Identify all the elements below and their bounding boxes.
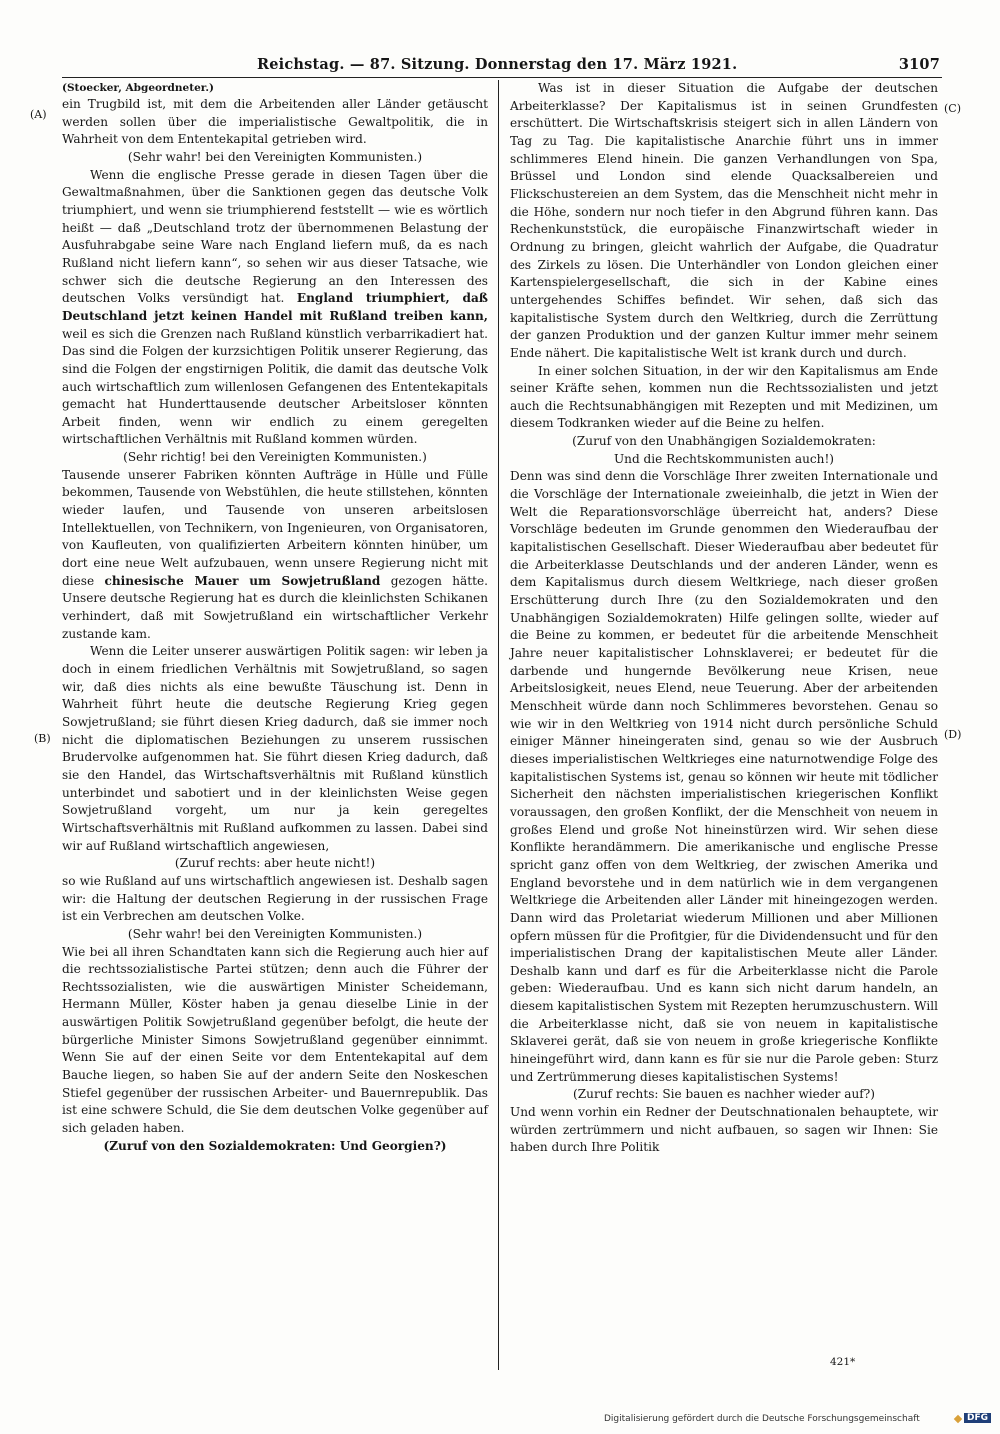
paragraph: Wenn die englische Presse gerade in diesen Tagen über die Gewaltmaßnahmen, über die Sanktionen gegen das deutsche Volk triumphiert, und wenn sie triumphierend feststellt — wie es wörtlich heißt — daß „Deutschland trotz der übernommenen Belastung der Ausfuhrabgabe seine Ware nach England liefern muß, da es nach Rußland nicht liefern kann“, so sehen wir aus dieser Tatsache, wie schwer sich die deutsche Regierung an den Interessen des deutschen Volks versündigt hat. England triumphiert, daß Deutschland jetzt keinen Handel mit Rußland treiben kann, weil es sich die Grenzen nach Rußland künstlich verbarrikadiert hat. Das sind die Folgen der kurzsichtigen Politik unserer Regierung, das sind die Folgen der engstirnigen Politik, die damit das deutsche Volk auch wirtschaftlich zum willenlosen Gefangenen des Ententekapitals gemacht hat Hunderttausende deutscher Arbeitsloser könnten Arbeit finden, wenn wir endlich zu einem geregelten wirtschaftlichen Verhältnis mit Rußland kommen würden.: [62, 167, 488, 447]
right-column: [510, 80, 938, 1157]
digitization-credit: Digitalisierung gefördert durch die Deutsche Forschungsgemeinschaft: [604, 1414, 920, 1424]
column-divider: [498, 80, 499, 1370]
emphasis: England triumphiert, daß Deutschland jetzt keinen Handel mit Rußland treiben kann,: [62, 291, 488, 323]
paragraph: Denn was sind denn die Vorschläge Ihrer zweiten Internationale und die Vorschläge der Internationale zweieinhalb, die jetzt in Wien der Welt die Reparationsvorschläge überreicht hat, anders? Diese Vorschläge bedeuten im Grunde genommen den Wiederaufbau der kapitalistischen Gesellschaft. Dieser Wiederaufbau aber bedeutet für die Arbeiterklasse Deutschlands und der anderen Länder, wenn es dem Kapitalismus durch diesem Weltkriege, nach dieser großen Erschütterung durch Ihre (zu den Sozialdemokraten und den Unabhängigen Sozialdemokraten) Hilfe gelingen sollte, wieder auf die Beine zu kommen, er bedeutet für die arbeitende Menschheit Jahre neuer kapitalistischer Lohnsklaverei; er bedeutet für die darbende und hungernde Bevölkerung neue Krisen, neue Arbeitslosigkeit, neues Elend, neue Teuerung. Aber der arbeitenden Menschheit würde dann noch Schlimmeres bevorstehen. Genau so wie wir in den Weltkrieg von 1914 nicht durch persönliche Schuld einiger Männer hineingeraten sind, genau so wie der Ausbruch dieses imperialistischen Weltkrieges eine naturnotwendige Folge des kapitalistischen Systems ist, genau so können wir heute mit tödlicher Sicherheit den nächsten imperialistischen kriegerischen Konflikt voraussagen, den großen Konflikt, der die Menschheit von neuem in großes Elend und große Not hineinstürzen wird. Wir sehen diese Konflikte herandämmern. Die amerikanische und englische Presse spricht ganz offen von dem Weltkrieg, der zwischen Amerika und England bevorstehe und in dem natürlich wie in dem vergangenen Weltkriege die Arbeitenden aller Länder mit hineingezogen werden. Dann wird das Proletariat wiederum Millionen und aber Millionen opfern müssen für die Profitgier, für die Dividendensucht und für den imperialistischen Drang der kapitalistischen Meute aller Länder. Deshalb kann und darf es für die Arbeiterklasse nicht die Parole geben: Wiederaufbau. Und es kann sich nicht darum handeln, an diesem kapitalistischen System mit Rezepten herumzuschustern. Will die Arbeiterklasse nicht, daß sie von neuem in kapitalistische Sklaverei gerät, daß sie von neuem in große kriegerische Konflikte hineingeführt wird, dann kann es für sie nur die Parole geben: Sturz und Zertrümmerung dieses kapitalistischen Systems!: [510, 469, 938, 1084]
paragraph: Tausende unserer Fabriken könnten Aufträge in Hülle und Fülle bekommen, Tausende von Webstühlen, die heute stillstehen, könnten wieder laufen, und Tausende von unseren arbeitslosen Intellektuellen, von Technikern, von Ingenieuren, von Organisatoren, von Kaufleuten, von qualifizierten Arbeitern könnten hinüber, um dort eine neue Welt aufzubauen, wenn unsere Regierung nicht mit diese chinesische Mauer um Sowjetrußland gezogen hätte. Unsere deutsche Regierung hat es durch die kleinlichsten Schikanen verhindert, daß mit Sowjetrußland ein wirtschaftlicher Verkehr zustande kam.: [62, 467, 488, 641]
emphasis: chinesische Mauer um Sowjetrußland: [104, 573, 381, 588]
interjection: (Sehr wahr! bei den Vereinigten Kommunisten.): [127, 149, 423, 164]
paragraph: Wenn die Leiter unserer auswärtigen Politik sagen: wir leben ja doch in einem friedlichen Verhältnis mit Sowjetrußland, so sagen wir, daß dies nichts als eine bewußte Täuschung ist. Denn in Wahrheit führt heute die deutsche Regierung Krieg gegen Sowjetrußland; sie führt diesen Krieg dadurch, daß sie immer noch nicht die diplomatischen Beziehungen zu unserem russischen Brudervolke aufgenommen hat. Sie führt diesen Krieg dadurch, daß sie den Handel, das Wirtschaftsverhältnis mit Rußland künstlich unterbindet und sabotiert und in der kleinlichsten Weise gegen Sowjetrußland vorgeht, um nur ja kein geregeltes Wirtschaftsverhältnis mit Rußland aufkommen zu lassen. Dabei sind wir auf Rußland wirtschaftlich angewiesen,: [62, 644, 488, 853]
page-signature: 421*: [830, 1356, 856, 1368]
interjection: (Zuruf rechts: aber heute nicht!): [174, 856, 376, 871]
left-column: [62, 80, 488, 1155]
interjection: (Zuruf von den Sozialdemokraten: Und Georgien?): [103, 1138, 447, 1153]
page-header: [62, 56, 940, 78]
paragraph: Und wenn vorhin ein Redner der Deutschnationalen behauptete, wir würden zertrümmern und nicht aufbauen, so sagen wir Ihnen: Sie haben durch Ihre Politik: [510, 1105, 938, 1155]
interjection: Und die Rechtskommunisten auch!): [613, 451, 835, 466]
dfg-logo: DFG: [964, 1413, 991, 1423]
page-number: 3107: [898, 56, 940, 73]
margin-marker-a: (A): [30, 108, 47, 121]
interjection: (Zuruf von den Unabhängigen Sozialdemokraten:: [572, 434, 876, 449]
paragraph: Wie bei all ihren Schandtaten kann sich die Regierung auch hier auf die rechtssozialistische Partei stützen; denn auch die Führer der Rechtssozialisten, wie die auswärtigen Minister Scheidemann, Hermann Müller, Köster haben ja genau dieselbe Linie in der auswärtigen Politik Sowjetrußland gegenüber befolgt, die heute der bürgerliche Minister Simons Sowjetrußland gegenüber einnimmt. Wenn Sie auf der einen Seite vor dem Ententekapital auf dem Bauche liegen, so haben Sie auf der andern Seite den Noskeschen Stiefel gegenüber der russischen Arbeiter- und Bauernrepublik. Das ist eine schwere Schuld, die Sie dem deutschen Volke gegenüber auf sich geladen haben.: [62, 944, 488, 1136]
running-title: Reichstag. — 87. Sitzung. Donnerstag den 17. März 1921.: [257, 56, 738, 73]
paragraph: In einer solchen Situation, in der wir den Kapitalismus am Ende seiner Kräfte sehen, kommen nun die Rechtssozialisten und jetzt auch die Rechtsunabhängigen mit Rezepten und mit Medizinen, um diesem Todkranken wieder auf die Beine zu helfen.: [510, 363, 938, 431]
speaker-label: (Stoecker, Abgeordneter.): [62, 82, 214, 94]
margin-marker-b: (B): [34, 732, 51, 745]
interjection: (Sehr richtig! bei den Vereinigten Kommunisten.): [123, 450, 427, 465]
paragraph: so wie Rußland auf uns wirtschaftlich angewiesen ist. Deshalb sagen wir: die Haltung der deutschen Regierung in der russischen Frage ist ein Verbrechen am deutschen Volke.: [62, 873, 488, 924]
header-rule: [62, 77, 942, 78]
margin-marker-d: (D): [944, 728, 962, 741]
paragraph: ein Trugbild ist, mit dem die Arbeitenden aller Länder getäuscht werden sollen über die imperialistische Gewaltpolitik, die in Wahrheit von dem Ententekapital getrieben wird.: [62, 97, 488, 147]
dfg-logo-icon: [954, 1415, 962, 1423]
interjection: (Zuruf rechts: Sie bauen es nachher wieder auf?): [573, 1087, 875, 1102]
margin-marker-c: (C): [944, 102, 961, 115]
paragraph: Was ist in dieser Situation die Aufgabe der deutschen Arbeiterklasse? Der Kapitalismus ist in seinen Grundfesten erschüttert. Die Wirtschaftskrisis steigert sich in allen Ländern von Tag zu Tag. Die kapitalistische Anarchie führt uns in immer schlimmeres Elend hinein. Die ganzen Verhandlungen von Spa, Brüssel und London sind elende Quacksalbereien und Flickschustereien an dem System, das die Menschheit nicht mehr in die Höhe, sondern nur noch tiefer in den Abgrund führen kann. Das Rechenkunststück, die europäische Finanzwirtschaft wieder in Ordnung zu bringen, gleicht wahrlich der Aufgabe, die Quadratur des Zirkels zu lösen. Die Unterhändler von London gleichen einer Kartenspielergesellschaft, die sich in der Kabine eines untergehendes Schiffes befindet. Wir sehen, daß sich das kapitalistische System durch den Weltkrieg, durch die Zerrüttung der ganzen Produktion und der ganzen Kultur immer mehr seinem Ende nähert. Die kapitalistische Welt ist krank durch und durch.: [510, 81, 938, 360]
interjection: (Sehr wahr! bei den Vereinigten Kommunisten.): [127, 926, 423, 941]
